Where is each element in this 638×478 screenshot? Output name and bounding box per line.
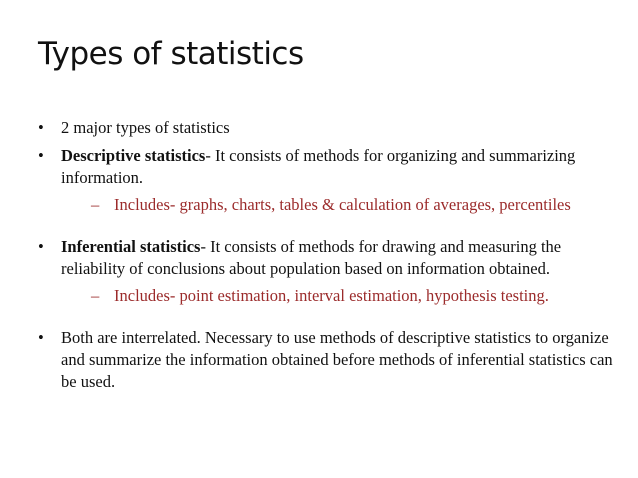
sub-item-descriptive xyxy=(61,194,618,216)
bullet-item-types-count xyxy=(38,117,618,139)
bullet-text: - It consists of methods for drawing and measuring the reliability of conclusions about population based on information obtained. xyxy=(61,237,562,278)
sub-item-text: Includes- point estimation, interval estimation, hypothesis testing. xyxy=(114,286,549,305)
bullet-item-inferential xyxy=(38,236,618,307)
bullet-text: - It consists of methods for organizing and summarizing information. xyxy=(61,146,576,187)
dash-icon: – xyxy=(91,286,100,305)
bullet-icon: • xyxy=(38,328,44,347)
slide-body xyxy=(38,117,618,395)
bullet-item-descriptive xyxy=(38,145,618,216)
bullet-term: Inferential statistics xyxy=(61,237,201,256)
sub-item-text: Includes- graphs, charts, tables & calculation of averages, percentiles xyxy=(114,195,571,214)
dash-icon: – xyxy=(91,195,100,214)
bullet-icon: • xyxy=(38,146,44,165)
bullet-text: Both are interrelated. Necessary to use methods of descriptive statistics to organize and summarize the information obtained before methods of inferential statistics can be used. xyxy=(61,328,613,391)
slide-title: Types of statistics xyxy=(38,36,304,72)
bullet-item-interrelated xyxy=(38,327,618,393)
bullet-icon: • xyxy=(38,118,44,137)
bullet-text: 2 major types of statistics xyxy=(61,118,230,137)
bullet-term: Descriptive statistics xyxy=(61,146,206,165)
bullet-icon: • xyxy=(38,237,44,256)
sub-item-inferential xyxy=(61,285,618,307)
